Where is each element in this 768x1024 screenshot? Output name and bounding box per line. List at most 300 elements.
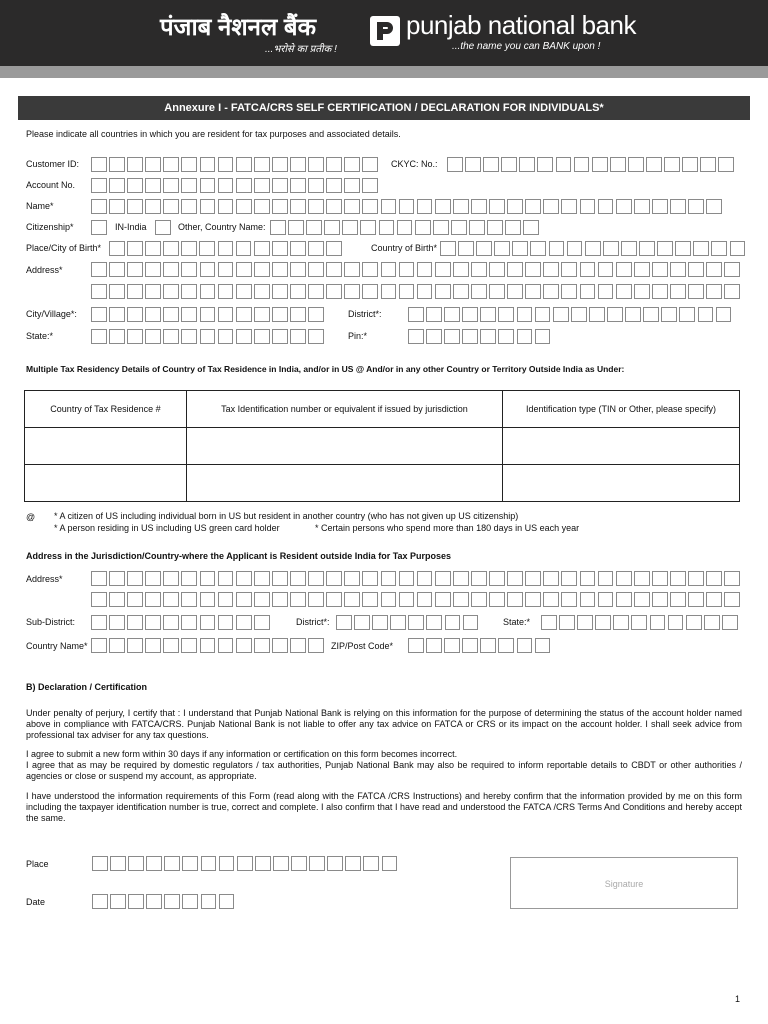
input-box[interactable] <box>688 284 704 299</box>
citizenship-other-checkbox[interactable] <box>155 220 171 235</box>
input-box[interactable] <box>308 307 324 322</box>
input-box[interactable] <box>525 571 541 586</box>
input-box[interactable] <box>408 615 424 630</box>
input-box[interactable] <box>218 284 234 299</box>
input-box[interactable] <box>507 284 523 299</box>
input-box[interactable] <box>688 199 704 214</box>
input-box[interactable] <box>598 284 614 299</box>
input-box[interactable] <box>399 284 415 299</box>
input-box[interactable] <box>128 856 144 871</box>
citizenship-india-checkbox[interactable] <box>91 220 107 235</box>
input-box[interactable] <box>236 329 252 344</box>
input-box[interactable] <box>270 220 286 235</box>
input-box[interactable] <box>426 638 442 653</box>
input-box[interactable] <box>471 262 487 277</box>
input-box[interactable] <box>580 199 596 214</box>
input-box[interactable] <box>236 307 252 322</box>
input-box[interactable] <box>272 571 288 586</box>
date-boxes[interactable] <box>92 894 234 909</box>
input-box[interactable] <box>610 157 626 172</box>
input-box[interactable] <box>643 307 659 322</box>
input-box[interactable] <box>127 307 143 322</box>
table-cell[interactable] <box>187 428 503 465</box>
input-box[interactable] <box>344 157 360 172</box>
input-box[interactable] <box>354 615 370 630</box>
input-box[interactable] <box>236 178 252 193</box>
input-box[interactable] <box>218 329 234 344</box>
input-box[interactable] <box>724 284 740 299</box>
input-box[interactable] <box>634 592 650 607</box>
input-box[interactable] <box>290 284 306 299</box>
input-box[interactable] <box>344 592 360 607</box>
input-box[interactable] <box>543 199 559 214</box>
input-box[interactable] <box>109 262 125 277</box>
input-box[interactable] <box>722 615 738 630</box>
input-box[interactable] <box>181 241 197 256</box>
input-box[interactable] <box>91 307 107 322</box>
input-box[interactable] <box>91 615 107 630</box>
input-box[interactable] <box>489 592 505 607</box>
table-cell[interactable] <box>187 465 503 502</box>
input-box[interactable] <box>426 329 442 344</box>
input-box[interactable] <box>453 199 469 214</box>
input-box[interactable] <box>625 307 641 322</box>
input-box[interactable] <box>603 241 619 256</box>
input-box[interactable] <box>163 284 179 299</box>
input-box[interactable] <box>163 615 179 630</box>
input-box[interactable] <box>494 241 510 256</box>
input-box[interactable] <box>272 592 288 607</box>
sub-district-boxes[interactable] <box>91 615 270 630</box>
input-box[interactable] <box>664 157 680 172</box>
district-boxes[interactable] <box>408 307 731 322</box>
input-box[interactable] <box>200 571 216 586</box>
input-box[interactable] <box>381 592 397 607</box>
input-box[interactable] <box>181 592 197 607</box>
input-box[interactable] <box>537 157 553 172</box>
input-box[interactable] <box>273 856 289 871</box>
input-box[interactable] <box>675 241 691 256</box>
input-box[interactable] <box>567 241 583 256</box>
input-box[interactable] <box>254 241 270 256</box>
input-box[interactable] <box>145 571 161 586</box>
input-box[interactable] <box>652 592 668 607</box>
input-box[interactable] <box>200 284 216 299</box>
input-box[interactable] <box>535 638 551 653</box>
input-box[interactable] <box>730 241 746 256</box>
input-box[interactable] <box>200 329 216 344</box>
input-box[interactable] <box>574 157 590 172</box>
input-box[interactable] <box>109 615 125 630</box>
input-box[interactable] <box>543 592 559 607</box>
input-box[interactable] <box>469 220 485 235</box>
input-box[interactable] <box>489 199 505 214</box>
input-box[interactable] <box>362 199 378 214</box>
input-box[interactable] <box>598 592 614 607</box>
input-box[interactable] <box>181 615 197 630</box>
input-box[interactable] <box>561 262 577 277</box>
input-box[interactable] <box>435 262 451 277</box>
input-box[interactable] <box>616 592 632 607</box>
input-box[interactable] <box>109 199 125 214</box>
input-box[interactable] <box>254 329 270 344</box>
input-box[interactable] <box>417 284 433 299</box>
input-box[interactable] <box>326 178 342 193</box>
input-box[interactable] <box>679 307 695 322</box>
place-boxes[interactable] <box>92 856 397 871</box>
input-box[interactable] <box>561 284 577 299</box>
input-box[interactable] <box>91 284 107 299</box>
input-box[interactable] <box>200 307 216 322</box>
input-box[interactable] <box>127 178 143 193</box>
input-box[interactable] <box>471 571 487 586</box>
input-box[interactable] <box>91 329 107 344</box>
input-box[interactable] <box>580 571 596 586</box>
input-box[interactable] <box>181 199 197 214</box>
input-box[interactable] <box>326 199 342 214</box>
input-box[interactable] <box>308 178 324 193</box>
input-box[interactable] <box>417 571 433 586</box>
input-box[interactable] <box>218 262 234 277</box>
input-box[interactable] <box>290 241 306 256</box>
input-box[interactable] <box>272 638 288 653</box>
input-box[interactable] <box>145 178 161 193</box>
input-box[interactable] <box>163 571 179 586</box>
input-box[interactable] <box>471 199 487 214</box>
jur-address-boxes-line2[interactable] <box>91 592 740 607</box>
input-box[interactable] <box>525 592 541 607</box>
input-box[interactable] <box>476 241 492 256</box>
input-box[interactable] <box>272 199 288 214</box>
input-box[interactable] <box>487 220 503 235</box>
input-box[interactable] <box>308 329 324 344</box>
input-box[interactable] <box>435 592 451 607</box>
input-box[interactable] <box>236 284 252 299</box>
input-box[interactable] <box>525 199 541 214</box>
input-box[interactable] <box>613 615 629 630</box>
input-box[interactable] <box>326 571 342 586</box>
input-box[interactable] <box>91 571 107 586</box>
input-box[interactable] <box>670 284 686 299</box>
input-box[interactable] <box>417 592 433 607</box>
input-box[interactable] <box>559 615 575 630</box>
input-box[interactable] <box>218 178 234 193</box>
input-box[interactable] <box>146 894 162 909</box>
input-box[interactable] <box>553 307 569 322</box>
account-no-boxes[interactable] <box>91 178 378 193</box>
input-box[interactable] <box>417 262 433 277</box>
input-box[interactable] <box>519 157 535 172</box>
input-box[interactable] <box>688 262 704 277</box>
input-box[interactable] <box>453 571 469 586</box>
input-box[interactable] <box>306 220 322 235</box>
input-box[interactable] <box>646 157 662 172</box>
customer-id-boxes[interactable] <box>91 157 378 172</box>
input-box[interactable] <box>290 592 306 607</box>
input-box[interactable] <box>272 241 288 256</box>
input-box[interactable] <box>688 592 704 607</box>
input-box[interactable] <box>254 262 270 277</box>
input-box[interactable] <box>109 307 125 322</box>
input-box[interactable] <box>435 199 451 214</box>
input-box[interactable] <box>543 284 559 299</box>
input-box[interactable] <box>507 199 523 214</box>
input-box[interactable] <box>236 615 252 630</box>
input-box[interactable] <box>290 178 306 193</box>
table-cell[interactable] <box>503 428 740 465</box>
input-box[interactable] <box>517 307 533 322</box>
input-box[interactable] <box>362 157 378 172</box>
input-box[interactable] <box>535 329 551 344</box>
table-cell[interactable] <box>25 428 187 465</box>
input-box[interactable] <box>290 307 306 322</box>
input-box[interactable] <box>91 199 107 214</box>
input-box[interactable] <box>181 178 197 193</box>
input-box[interactable] <box>505 220 521 235</box>
input-box[interactable] <box>362 284 378 299</box>
input-box[interactable] <box>580 592 596 607</box>
input-box[interactable] <box>489 262 505 277</box>
input-box[interactable] <box>236 199 252 214</box>
input-box[interactable] <box>652 571 668 586</box>
input-box[interactable] <box>480 329 496 344</box>
input-box[interactable] <box>390 615 406 630</box>
input-box[interactable] <box>716 307 732 322</box>
input-box[interactable] <box>236 262 252 277</box>
input-box[interactable] <box>718 157 734 172</box>
input-box[interactable] <box>704 615 720 630</box>
input-box[interactable] <box>607 307 623 322</box>
input-box[interactable] <box>344 571 360 586</box>
input-box[interactable] <box>556 157 572 172</box>
input-box[interactable] <box>308 284 324 299</box>
input-box[interactable] <box>362 592 378 607</box>
input-box[interactable] <box>345 856 361 871</box>
input-box[interactable] <box>200 592 216 607</box>
input-box[interactable] <box>181 571 197 586</box>
input-box[interactable] <box>433 220 449 235</box>
input-box[interactable] <box>698 307 714 322</box>
input-box[interactable] <box>426 615 442 630</box>
input-box[interactable] <box>181 157 197 172</box>
input-box[interactable] <box>163 638 179 653</box>
input-box[interactable] <box>254 615 270 630</box>
input-box[interactable] <box>489 571 505 586</box>
input-box[interactable] <box>498 329 514 344</box>
input-box[interactable] <box>200 157 216 172</box>
input-box[interactable] <box>530 241 546 256</box>
input-box[interactable] <box>145 157 161 172</box>
input-box[interactable] <box>127 199 143 214</box>
country-of-birth-boxes[interactable] <box>440 241 745 256</box>
input-box[interactable] <box>706 262 722 277</box>
input-box[interactable] <box>272 157 288 172</box>
input-box[interactable] <box>110 856 126 871</box>
input-box[interactable] <box>670 571 686 586</box>
input-box[interactable] <box>236 638 252 653</box>
input-box[interactable] <box>272 178 288 193</box>
input-box[interactable] <box>219 894 235 909</box>
input-box[interactable] <box>109 284 125 299</box>
input-box[interactable] <box>290 638 306 653</box>
input-box[interactable] <box>326 157 342 172</box>
input-box[interactable] <box>308 571 324 586</box>
input-box[interactable] <box>397 220 413 235</box>
input-box[interactable] <box>724 262 740 277</box>
input-box[interactable] <box>181 262 197 277</box>
input-box[interactable] <box>181 638 197 653</box>
input-box[interactable] <box>200 615 216 630</box>
input-box[interactable] <box>592 157 608 172</box>
input-box[interactable] <box>201 856 217 871</box>
input-box[interactable] <box>290 157 306 172</box>
input-box[interactable] <box>525 284 541 299</box>
input-box[interactable] <box>254 178 270 193</box>
input-box[interactable] <box>498 638 514 653</box>
input-box[interactable] <box>288 220 304 235</box>
state-boxes[interactable] <box>91 329 324 344</box>
input-box[interactable] <box>682 157 698 172</box>
address-boxes-line1[interactable] <box>91 262 740 277</box>
input-box[interactable] <box>417 199 433 214</box>
input-box[interactable] <box>381 284 397 299</box>
input-box[interactable] <box>218 241 234 256</box>
input-box[interactable] <box>218 157 234 172</box>
input-box[interactable] <box>580 262 596 277</box>
input-box[interactable] <box>724 571 740 586</box>
input-box[interactable] <box>435 284 451 299</box>
input-box[interactable] <box>181 284 197 299</box>
input-box[interactable] <box>483 157 499 172</box>
input-box[interactable] <box>634 262 650 277</box>
input-box[interactable] <box>127 615 143 630</box>
input-box[interactable] <box>471 592 487 607</box>
input-box[interactable] <box>480 638 496 653</box>
input-box[interactable] <box>163 157 179 172</box>
input-box[interactable] <box>127 241 143 256</box>
input-box[interactable] <box>218 592 234 607</box>
input-box[interactable] <box>109 638 125 653</box>
input-box[interactable] <box>589 307 605 322</box>
input-box[interactable] <box>426 307 442 322</box>
input-box[interactable] <box>561 571 577 586</box>
input-box[interactable] <box>465 157 481 172</box>
input-box[interactable] <box>344 262 360 277</box>
input-box[interactable] <box>616 199 632 214</box>
input-box[interactable] <box>480 307 496 322</box>
input-box[interactable] <box>616 571 632 586</box>
input-box[interactable] <box>408 638 424 653</box>
input-box[interactable] <box>163 329 179 344</box>
input-box[interactable] <box>381 199 397 214</box>
input-box[interactable] <box>670 592 686 607</box>
input-box[interactable] <box>145 638 161 653</box>
input-box[interactable] <box>706 571 722 586</box>
input-box[interactable] <box>254 157 270 172</box>
input-box[interactable] <box>686 615 702 630</box>
input-box[interactable] <box>399 199 415 214</box>
input-box[interactable] <box>561 592 577 607</box>
input-box[interactable] <box>399 262 415 277</box>
table-cell[interactable] <box>25 465 187 502</box>
input-box[interactable] <box>326 592 342 607</box>
input-box[interactable] <box>290 571 306 586</box>
input-box[interactable] <box>218 638 234 653</box>
name-boxes[interactable] <box>91 199 722 214</box>
input-box[interactable] <box>507 592 523 607</box>
input-box[interactable] <box>92 894 108 909</box>
input-box[interactable] <box>670 262 686 277</box>
input-box[interactable] <box>127 329 143 344</box>
input-box[interactable] <box>408 329 424 344</box>
country-name-boxes[interactable] <box>91 638 324 653</box>
input-box[interactable] <box>458 241 474 256</box>
input-box[interactable] <box>254 592 270 607</box>
input-box[interactable] <box>254 284 270 299</box>
input-box[interactable] <box>595 615 611 630</box>
input-box[interactable] <box>693 241 709 256</box>
input-box[interactable] <box>324 220 340 235</box>
input-box[interactable] <box>616 284 632 299</box>
input-box[interactable] <box>91 638 107 653</box>
input-box[interactable] <box>145 592 161 607</box>
input-box[interactable] <box>290 329 306 344</box>
input-box[interactable] <box>145 615 161 630</box>
input-box[interactable] <box>447 157 463 172</box>
input-box[interactable] <box>236 571 252 586</box>
input-box[interactable] <box>109 592 125 607</box>
input-box[interactable] <box>453 284 469 299</box>
input-box[interactable] <box>523 220 539 235</box>
input-box[interactable] <box>381 262 397 277</box>
input-box[interactable] <box>127 638 143 653</box>
input-box[interactable] <box>372 615 388 630</box>
input-box[interactable] <box>362 178 378 193</box>
input-box[interactable] <box>363 856 379 871</box>
input-box[interactable] <box>444 307 460 322</box>
input-box[interactable] <box>463 615 479 630</box>
input-box[interactable] <box>652 199 668 214</box>
input-box[interactable] <box>634 284 650 299</box>
other-country-boxes[interactable] <box>270 220 539 235</box>
input-box[interactable] <box>128 894 144 909</box>
input-box[interactable] <box>382 856 398 871</box>
input-box[interactable] <box>91 592 107 607</box>
input-box[interactable] <box>471 284 487 299</box>
input-box[interactable] <box>435 571 451 586</box>
input-box[interactable] <box>200 262 216 277</box>
input-box[interactable] <box>700 157 716 172</box>
input-box[interactable] <box>650 615 666 630</box>
input-box[interactable] <box>308 199 324 214</box>
input-box[interactable] <box>585 241 601 256</box>
input-box[interactable] <box>453 592 469 607</box>
input-box[interactable] <box>344 178 360 193</box>
input-box[interactable] <box>145 241 161 256</box>
input-box[interactable] <box>451 220 467 235</box>
input-box[interactable] <box>91 157 107 172</box>
input-box[interactable] <box>512 241 528 256</box>
input-box[interactable] <box>236 241 252 256</box>
input-box[interactable] <box>326 262 342 277</box>
input-box[interactable] <box>661 307 677 322</box>
input-box[interactable] <box>549 241 565 256</box>
input-box[interactable] <box>668 615 684 630</box>
input-box[interactable] <box>200 199 216 214</box>
input-box[interactable] <box>291 856 307 871</box>
input-box[interactable] <box>631 615 647 630</box>
input-box[interactable] <box>344 199 360 214</box>
